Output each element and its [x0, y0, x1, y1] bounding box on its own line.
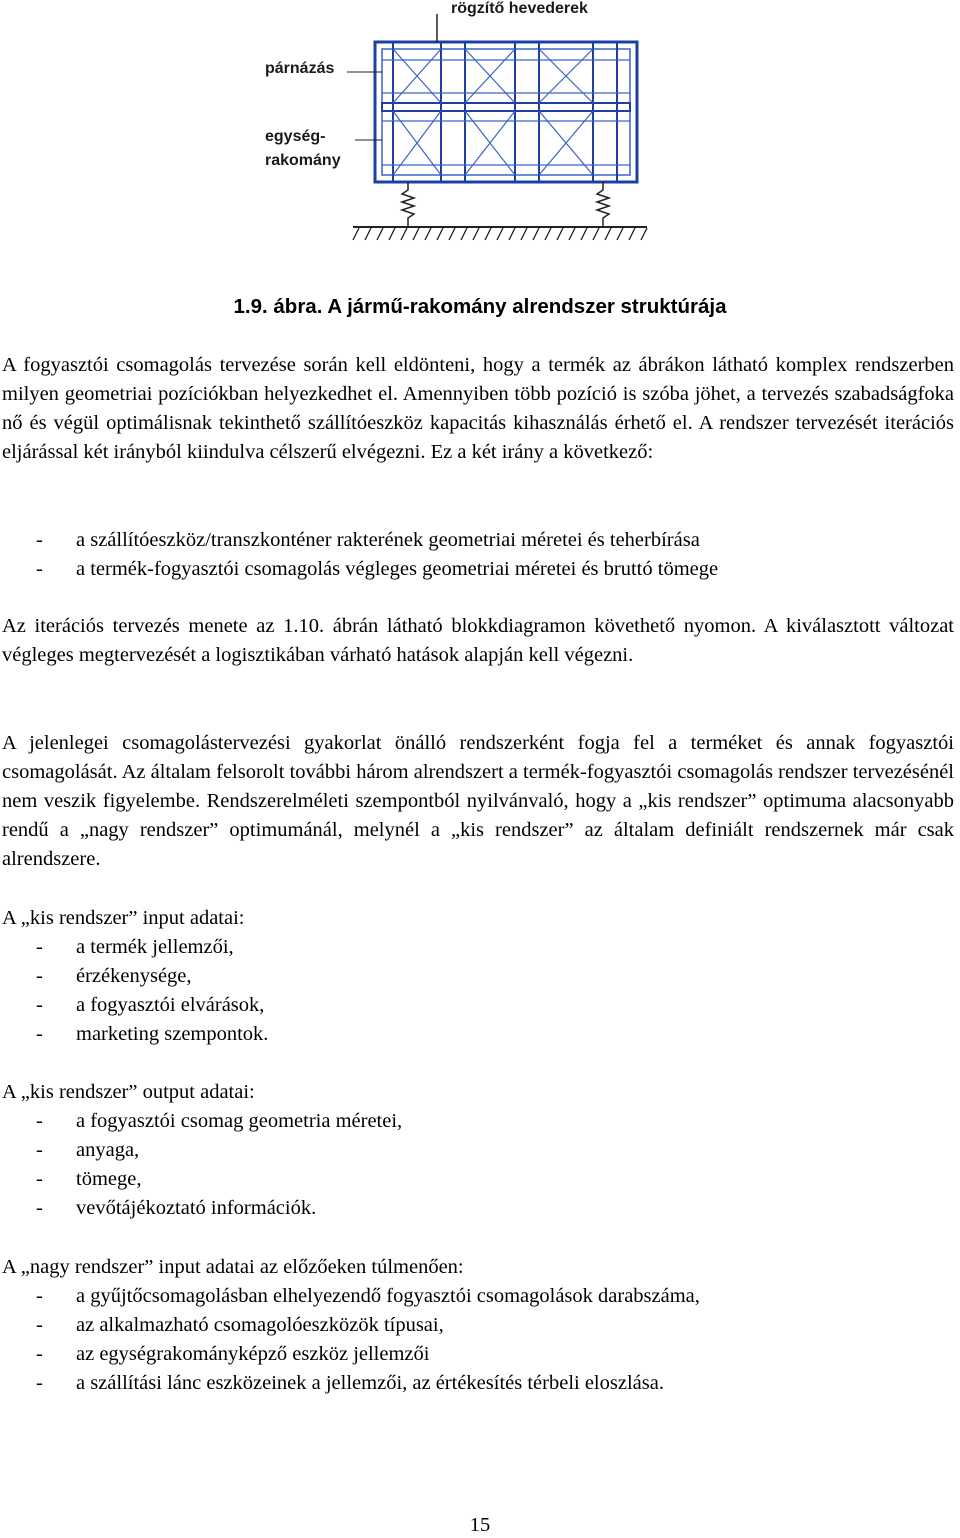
- list-item: - a gyűjtőcsomagolásban elhelyezendő fogyasztói csomagolások darabszáma,: [36, 1285, 700, 1307]
- list-item: - a fogyasztói csomag geometria méretei,: [36, 1110, 403, 1132]
- direction-list: [2, 526, 952, 584]
- small-input-list: [2, 933, 952, 1049]
- label-unit-load-2: rakomány: [265, 152, 341, 169]
- list-item: - az alkalmazható csomagolóeszközök típusai,: [36, 1314, 444, 1336]
- small-output-list: [2, 1107, 952, 1223]
- list-item: - a szállítási lánc eszközeinek a jellemzői, az értékesítés térbeli eloszlása.: [36, 1372, 664, 1394]
- list-item: - a termék-fogyasztói csomagolás végleges geometriai méretei és bruttó tömege: [36, 558, 719, 580]
- vehicle-load-diagram: [255, 0, 655, 250]
- small-input-heading: A „kis rendszer” input adatai:: [2, 907, 245, 929]
- big-input-heading: A „nagy rendszer” input adatai az előzőeken túlmenően:: [2, 1256, 464, 1278]
- big-input-list: [2, 1282, 952, 1398]
- list-item: - a termék jellemzői,: [36, 936, 234, 958]
- list-item: - érzékenysége,: [36, 965, 192, 987]
- small-output-heading: A „kis rendszer” output adatai:: [2, 1081, 255, 1103]
- label-strap: rögzítő hevederek: [451, 0, 588, 17]
- list-item: - marketing szempontok.: [36, 1023, 269, 1045]
- vehicle-load-figure: [255, 0, 655, 250]
- list-item: - anyaga,: [36, 1139, 140, 1161]
- list-item: - az egységrakományképző eszköz jellemzői: [36, 1343, 430, 1365]
- paragraph-3: A jelenlegei csomagolástervezési gyakorlat önálló rendszerként fogja fel a terméket és annak fogyasztói csomagolását. Az általam felsorolt további három alrendszert a termék-fogyasztói csomagolás rendszer tervezésénél nem veszik figyelembe. Rendszerelméleti szempontból nyilvánvaló, hogy a „kis rendszer” optimuma alacsonyabb rendű a „nagy rendszer” optimumánál, melynél a „kis rendszer” az általam definiált rendszernek már csak alrendszere.: [2, 732, 954, 870]
- page-number: 15: [469, 1514, 491, 1536]
- paragraph-2: Az iterációs tervezés menete az 1.10. ábrán látható blokkdiagramon követhető nyomon. A kiválasztott változat végleges megtervezését a logisztikában várható hatások alapján kell végezni.: [2, 615, 954, 666]
- springs: [402, 182, 609, 227]
- list-item: - tömege,: [36, 1168, 142, 1190]
- paragraph-1: A fogyasztói csomagolás tervezése során kell eldönteni, hogy a termék az ábrákon látható komplex rendszerben milyen geometriai pozíciókban helyezkedhet el. Amennyiben több pozíció is szóba jöhet, a tervezés szabadságfoka nő és végül optimálisnak tekinthető szállítóeszköz kapacitás kihasználás érhető el. A rendszer tervezését iterációs eljárással két irányból kiindulva célszerű elvégezni. Ez a két irány a következő:: [2, 354, 954, 463]
- figure-caption: 1.9. ábra. A jármű-rakomány alrendszer struktúrája: [233, 295, 727, 318]
- ground-hatching: [353, 228, 647, 240]
- label-unit-load: egység-: [265, 128, 326, 145]
- list-item: - a szállítóeszköz/transzkonténer rakterének geometriai méretei és teherbírása: [36, 529, 700, 551]
- label-padding: párnázás: [265, 60, 335, 77]
- list-item: - vevőtájékoztató információk.: [36, 1197, 317, 1219]
- list-item: - a fogyasztói elvárások,: [36, 994, 265, 1016]
